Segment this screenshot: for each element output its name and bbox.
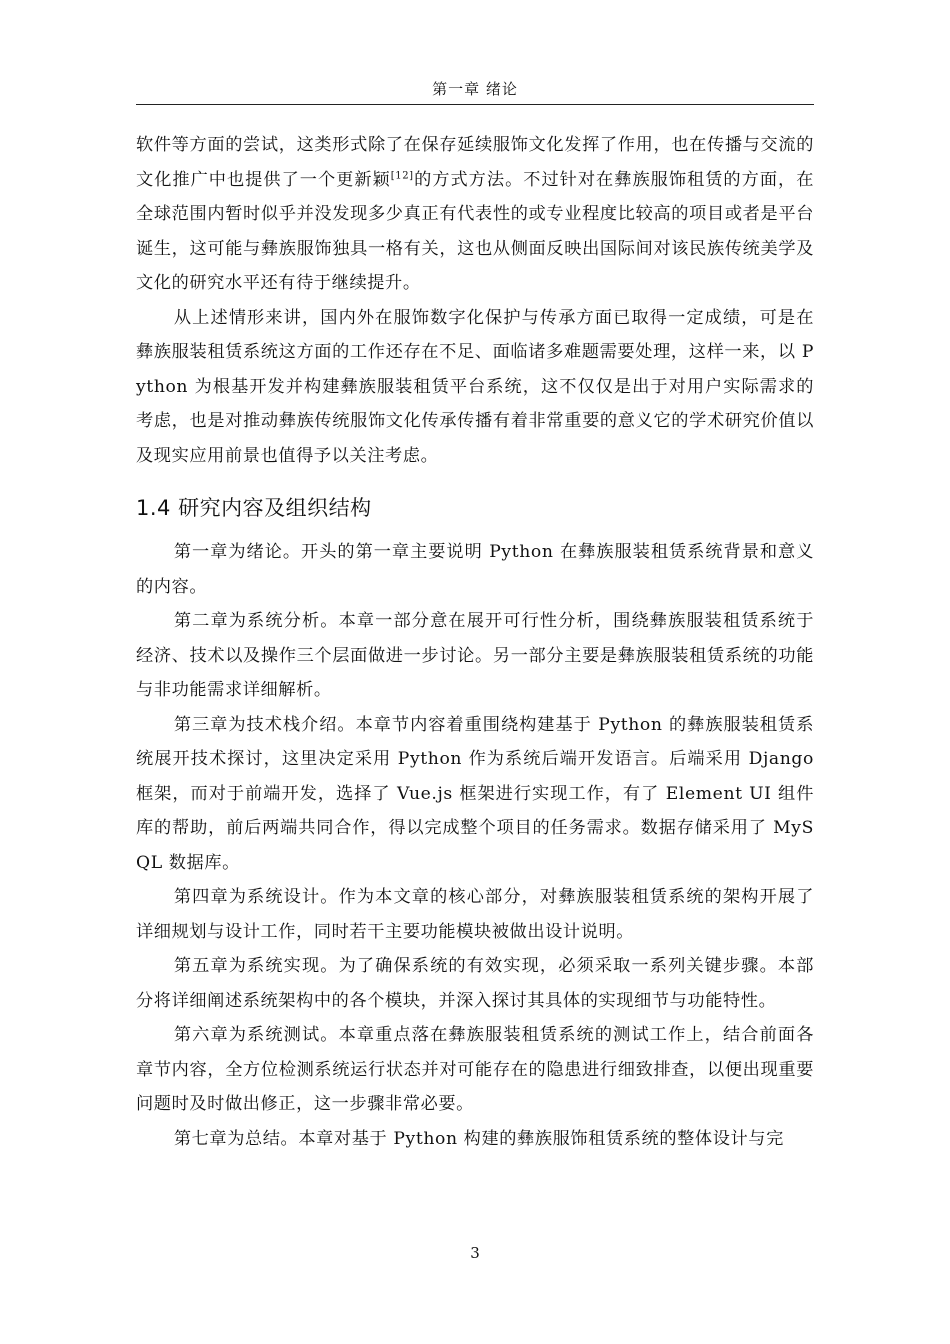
running-header: 第一章 绪论 bbox=[432, 80, 518, 98]
section-heading: 1.4 研究内容及组织结构 bbox=[136, 496, 372, 520]
page-body bbox=[136, 128, 814, 1156]
chapter-summary-6: 第六章为系统测试。本章重点落在彝族服装租赁系统的测试工作上，结合前面各章节内容，全方位检测系统运行状态并对可能存在的隐患进行细致排查，以便出现重要问题时及时做出修正，这一步骤非常必要。 bbox=[136, 1025, 814, 1114]
chapter-summary-7: 第七章为总结。本章对基于 Python 构建的彝族服饰租赁系统的整体设计与完 bbox=[173, 1128, 784, 1149]
chapter-summary-3: 第三章为技术栈介绍。本章节内容着重围绕构建基于 Python 的彝族服装租赁系统展开技术探讨，这里决定采用 Python 作为系统后端开发语言。后端采用 Django 框架，而对于前端开发，选择了 Vue.js 框架进行实现工作，有了 Element UI 组件库的帮助，前后两端共同合作，得以完成整个项目的任务需求。数据存储采用了 MySQL 数据库。 bbox=[136, 714, 814, 873]
page-number: 3 bbox=[470, 1244, 480, 1262]
paragraph-text: 的方式方法。不过针对在彝族服饰租赁的方面，在全球范围内暂时似乎并没发现多少真正有代表性的或专业程度比较高的项目或者是平台诞生，这可能与彝族服饰独具一格有关，这也从侧面反映出国际间对该民族传统美学及文化的研究水平还有待于继续提升。 bbox=[136, 169, 814, 293]
paragraph-text: 软件等方面的尝试，这类形式除了在保存延续服饰文化发挥了作用，也在传播与交流的文化推广中也提供了一个更新颖 bbox=[136, 135, 814, 190]
chapter-summary-1: 第一章为绪论。开头的第一章主要说明 Python 在彝族服装租赁系统背景和意义的内容。 bbox=[136, 542, 814, 597]
body-paragraph: 从上述情形来讲，国内外在服饰数字化保护与传承方面已取得一定成绩，可是在彝族服装租赁系统这方面的工作还存在不足、面临诸多难题需要处理，这样一来，以 Python 为根基开发并构建彝族服装租赁平台系统，这不仅仅是出于对用户实际需求的考虑，也是对推动彝族传统服饰文化传承传播有着非常重要的意义它的学术研究价值以及现实应用前景也值得予以关注考虑。 bbox=[136, 307, 814, 466]
chapter-summary-5: 第五章为系统实现。为了确保系统的有效实现，必须采取一系列关键步骤。本部分将详细阐述系统架构中的各个模块，并深入探讨其具体的实现细节与功能特性。 bbox=[136, 956, 814, 1011]
chapter-summary-2: 第二章为系统分析。本章一部分意在展开可行性分析，围绕彝族服装租赁系统于经济、技术以及操作三个层面做进一步讨论。另一部分主要是彝族服装租赁系统的功能与非功能需求详细解析。 bbox=[136, 611, 814, 700]
citation-reference[interactable]: [12] bbox=[390, 169, 414, 181]
header-divider bbox=[136, 104, 814, 105]
body-paragraph bbox=[136, 128, 814, 301]
chapter-summary-4: 第四章为系统设计。作为本文章的核心部分，对彝族服装租赁系统的架构开展了详细规划与设计工作，同时若干主要功能模块被做出设计说明。 bbox=[136, 887, 814, 942]
